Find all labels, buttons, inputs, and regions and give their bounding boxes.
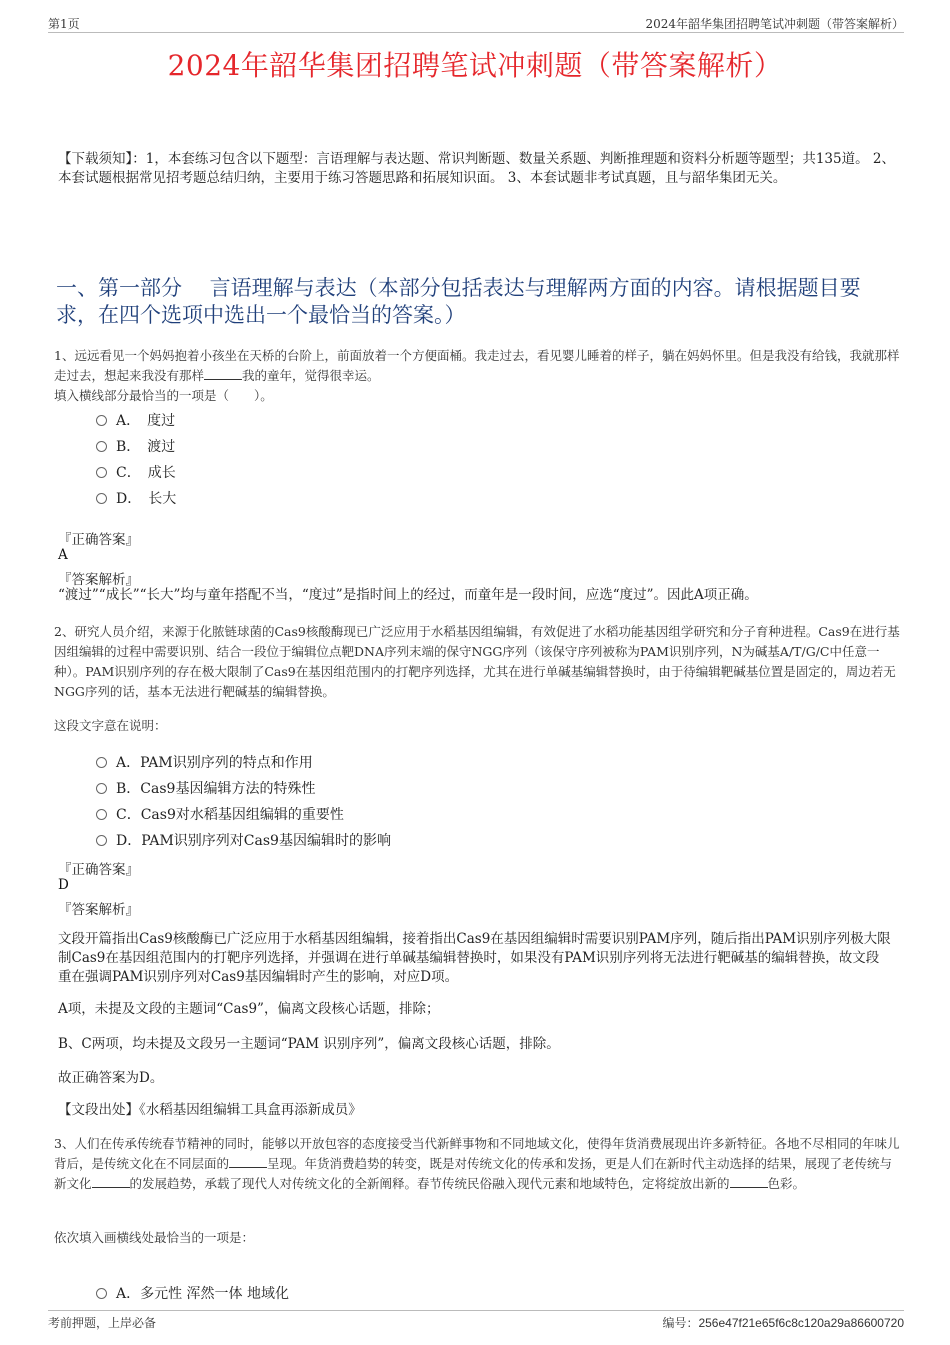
- radio-icon: [96, 415, 107, 426]
- q3-blank-2: [92, 1175, 130, 1188]
- q3-blank-1: [229, 1155, 267, 1168]
- section-heading: 一、第一部分 言语理解与表达（本部分包括表达与理解两方面的内容。请根据题目要求，在四个选项中选出一个最恰当的答案。）: [56, 276, 861, 327]
- q1-blank: [204, 367, 242, 380]
- q1-prompt: 填入横线部分最恰当的一项是（ ）。: [54, 388, 273, 403]
- q1-option-a[interactable]: A． 度过: [96, 410, 175, 430]
- q2-source: 【文段出处】《水稻基因组编辑工具盒再添新成员》: [58, 1102, 362, 1118]
- radio-icon: [96, 441, 107, 452]
- q1-stem: 1、远远看见一个妈妈抱着小孩坐在天桥的台阶上，前面放着一个方便面桶。我走过去，看见婴儿睡着的样子，躺在妈妈怀里。但是我没有给钱，我就那样走过去，想起来我没有那样 我的童年，觉得很幸运。: [54, 348, 900, 383]
- radio-icon: [96, 1288, 107, 1299]
- q1-option-d[interactable]: D． 长大: [96, 488, 176, 508]
- q2-analysis-1: 文段开篇指出Cas9核酸酶已广泛应用于水稻基因组编辑，接着指出Cas9在基因组编辑时需要识别PAM序列，随后指出PAM识别序列极大限制Cas9在基因组范围内的打靶序列选择，并强调在进行单碱基编辑替换时，如果没有PAM识别序列将无法进行靶碱基的编辑替换，故文段重在强调PAM识别序列对Cas9基因编辑时产生的影响，对应D项。: [58, 931, 891, 985]
- footer-code: 编号：256e47f21e65f6c8c120a29a86600720: [662, 1316, 904, 1330]
- q2-option-a[interactable]: A．PAM识别序列的特点和作用: [96, 752, 313, 772]
- radio-icon: [96, 493, 107, 504]
- radio-icon: [96, 467, 107, 478]
- q2-stem: 2、研究人员介绍，来源于化脓链球菌的Cas9核酸酶现已广泛应用于水稻基因组编辑，有效促进了水稻功能基因组学研究和分子育种进程。Cas9在进行基因组编辑的过程中需要识别、结合一段位于编辑位点靶DNA序列末端的保守NGG序列（该保守序列被称为PAM识别序列，N为碱基A/T/G/C中任意一种）。PAM识别序列的存在极大限制了Cas9在基因组范围内的打靶序列选择，尤其在进行单碱基编辑替换时，由于待编辑靶碱基位置是固定的，周边若无NGG序列的话，基本无法进行靶碱基的编辑替换。: [54, 624, 900, 699]
- radio-icon: [96, 809, 107, 820]
- q1-analysis-label: 『答案解析』: [58, 572, 139, 588]
- q1-answer: A: [58, 547, 68, 563]
- q2-analysis-2: A项，未提及文段的主题词“Cas9”，偏离文段核心话题，排除；: [58, 1001, 440, 1017]
- q3-blank-3: [730, 1175, 768, 1188]
- q1-option-c[interactable]: C． 成长: [96, 462, 176, 482]
- q3-prompt: 依次填入画横线处最恰当的一项是：: [54, 1230, 255, 1245]
- page-footer: [48, 1310, 904, 1329]
- radio-icon: [96, 757, 107, 768]
- document-title: 2024年韶华集团招聘笔试冲刺题（带答案解析）: [167, 49, 783, 82]
- header-doc-title: 2024年韶华集团招聘笔试冲刺题（带答案解析）: [645, 17, 904, 31]
- page-number: 第1页: [48, 17, 80, 31]
- radio-icon: [96, 783, 107, 794]
- q2-option-c[interactable]: C．Cas9对水稻基因组编辑的重要性: [96, 804, 344, 824]
- q1-option-b[interactable]: B． 渡过: [96, 436, 175, 456]
- q2-prompt: 这段文字意在说明：: [54, 718, 167, 733]
- q2-analysis-4: 故正确答案为D。: [58, 1070, 164, 1086]
- q2-answer: D: [58, 877, 69, 893]
- q3-option-a[interactable]: A．多元性 浑然一体 地域化: [96, 1283, 289, 1303]
- q2-analysis-label: 『答案解析』: [58, 902, 139, 918]
- q2-analysis-3: B、C两项，均未提及文段另一主题词“PAM 识别序列”，偏离文段核心话题，排除。: [58, 1036, 560, 1052]
- footer-slogan: 考前押题，上岸必备: [48, 1316, 157, 1330]
- q3-stem: 3、人们在传承传统春节精神的同时，能够以开放包容的态度接受当代新鲜事物和不同地域文化，使得年货消费展现出许多新特征。各地不尽相同的年味儿背后，是传统文化在不同层面的 呈现。年货消费趋势的转变，既是对传统文化的传承和发扬，更是人们在新时代主动选择的结果，展现了老传统与新文化 的发展趋势，承载了现代人对传统文化的全新阐释。春节传统民俗融入现代元素和地域特色，定将绽放出新的 色彩。: [54, 1136, 900, 1191]
- q2-option-d[interactable]: D．PAM识别序列对Cas9基因编辑时的影响: [96, 830, 391, 850]
- radio-icon: [96, 835, 107, 846]
- q2-option-b[interactable]: B．Cas9基因编辑方法的特殊性: [96, 778, 315, 798]
- q2-answer-label: 『正确答案』: [58, 862, 139, 878]
- page-header: [48, 14, 904, 33]
- q1-analysis: “渡过”“成长”“长大”均与童年搭配不当，“度过”是指时间上的经过，而童年是一段时间，应选“度过”。因此A项正确。: [58, 587, 758, 603]
- q1-answer-label: 『正确答案』: [58, 532, 139, 548]
- download-notice: 【下载须知】：1，本套练习包含以下题型：言语理解与表达题、常识判断题、数量关系题、判断推理题和资料分析题等题型；共135道。 2、本套试题根据常见招考题总结归纳，主要用于练习答题思路和拓展知识面。 3、本套试题非考试真题，且与韶华集团无关。: [58, 151, 895, 186]
